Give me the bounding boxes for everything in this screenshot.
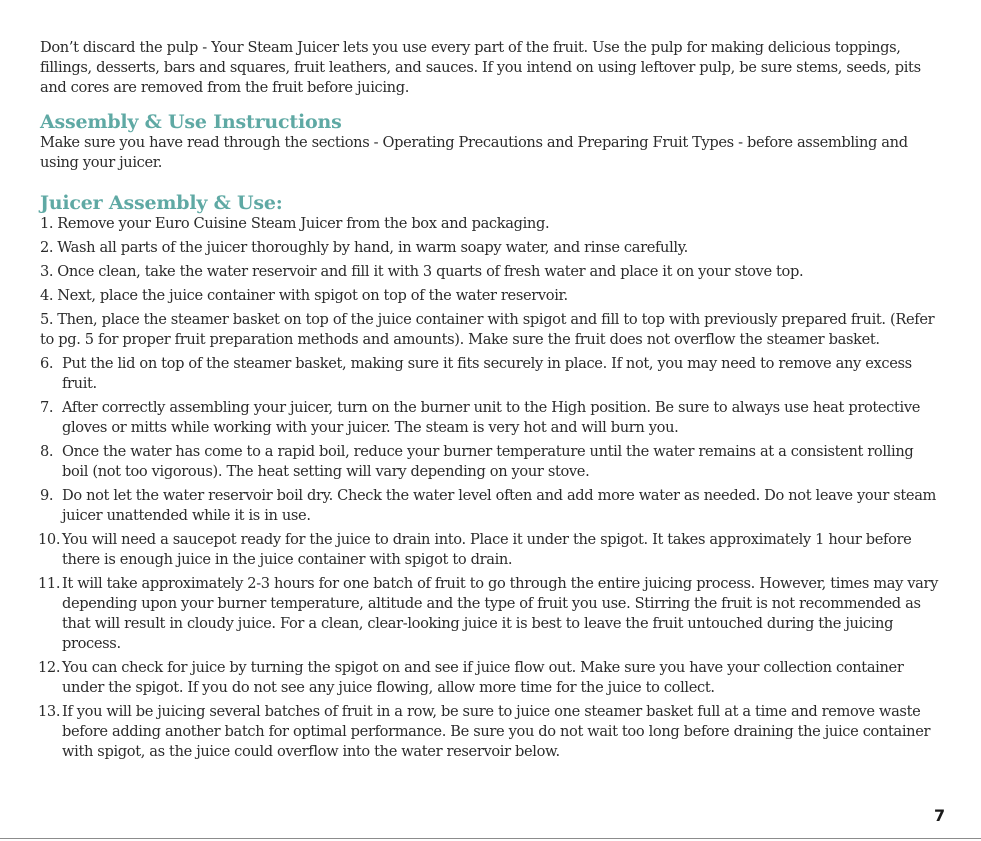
- step-number: 11.: [38, 575, 61, 592]
- step-item: [40, 702, 942, 762]
- step-text: Once the water has come to a rapid boil, reduce your burner temperature until the water remains at a consistent rolling boil (not too vigorous). The heat setting will vary depending on your stove.: [62, 443, 914, 480]
- juicer-assembly-heading: Juicer Assembly & Use:: [40, 192, 283, 214]
- step-number: 1.: [40, 215, 54, 232]
- assembly-use-heading: Assembly & Use Instructions: [40, 111, 342, 133]
- step-number: 6.: [40, 355, 54, 372]
- step-number: 3.: [40, 263, 54, 280]
- page-number: 7: [934, 806, 946, 825]
- step-item: [40, 310, 942, 350]
- step-text: Wash all parts of the juicer thoroughly by hand, in warm soapy water, and rinse carefully.: [57, 239, 688, 256]
- step-text: If you will be juicing several batches of fruit in a row, be sure to juice one steamer basket full at a time and remove waste before adding another batch for optimal performance. Be sure you do not wait too long before draining the juice container with spigot, as the juice could overflow into the water reservoir below.: [62, 703, 931, 760]
- footer-divider: [0, 838, 981, 839]
- step-item: [40, 214, 942, 234]
- step-text: After correctly assembling your juicer, turn on the burner unit to the High position. Be sure to always use heat protective gloves or mitts while working with your juicer. The steam is very hot and will burn you.: [62, 399, 921, 436]
- step-item: [40, 398, 942, 438]
- step-text: Put the lid on top of the steamer basket, making sure it fits securely in place. If not, you may need to remove any excess fruit.: [62, 355, 912, 392]
- step-text: Do not let the water reservoir boil dry. Check the water level often and add more water as needed. Do not leave your steam juicer unattended while it is in use.: [62, 487, 937, 524]
- step-item: [40, 286, 942, 306]
- step-number: 8.: [40, 443, 54, 460]
- step-item: [40, 658, 942, 698]
- step-text: Remove your Euro Cuisine Steam Juicer from the box and packaging.: [57, 215, 550, 232]
- step-number: 13.: [38, 703, 61, 720]
- step-number: 5.: [40, 311, 54, 328]
- step-number: 7.: [40, 399, 54, 416]
- step-number: 4.: [40, 287, 54, 304]
- step-number: 10.: [38, 531, 61, 548]
- step-text: Then, place the steamer basket on top of the juice container with spigot and fill to top with previously prepared fruit. (Refer to pg. 5 for proper fruit preparation methods and amounts). Make sure the fruit does not overflow the steamer basket.: [40, 311, 935, 348]
- step-text: You will need a saucepot ready for the juice to drain into. Place it under the spigot. It takes approximately 1 hour before there is enough juice in the juice container with spigot to drain.: [62, 531, 912, 568]
- step-item: [40, 574, 942, 654]
- step-item: [40, 442, 942, 482]
- step-item: [40, 486, 942, 526]
- step-number: 9.: [40, 487, 54, 504]
- step-item: [40, 238, 942, 258]
- step-text: You can check for juice by turning the spigot on and see if juice flow out. Make sure you have your collection container under the spigot. If you do not see any juice flowing, allow more time for the juice to collect.: [62, 659, 904, 696]
- step-item: [40, 354, 942, 394]
- step-text: It will take approximately 2-3 hours for one batch of fruit to go through the entire juicing process. However, times may vary depending upon your burner temperature, altitude and the type of fruit you use. Stirring the fruit is not recommended as that will result in cloudy juice. For a clean, clear-looking juice it is best to leave the fruit untouched during the juicing process.: [62, 575, 939, 652]
- step-number: 2.: [40, 239, 54, 256]
- step-text: Once clean, take the water reservoir and fill it with 3 quarts of fresh water and place it on your stove top.: [57, 263, 804, 280]
- assembly-intro-paragraph: Make sure you have read through the sections - Operating Precautions and Preparing Fruit Types - before assembling and using your juicer.: [40, 134, 908, 171]
- step-text: Next, place the juice container with spigot on top of the water reservoir.: [57, 287, 568, 304]
- assembly-steps-list: [40, 214, 942, 762]
- pulp-intro-paragraph: Don’t discard the pulp - Your Steam Juicer lets you use every part of the fruit. Use the pulp for making delicious toppings, fillings, desserts, bars and squares, fruit leathers, and sauces. If you intend on using leftover pulp, be sure stems, seeds, pits and cores are removed from the fruit before juicing.: [40, 39, 921, 96]
- step-number: 12.: [38, 659, 61, 676]
- step-item: [40, 530, 942, 570]
- step-item: [40, 262, 942, 282]
- manual-page: [40, 38, 942, 766]
